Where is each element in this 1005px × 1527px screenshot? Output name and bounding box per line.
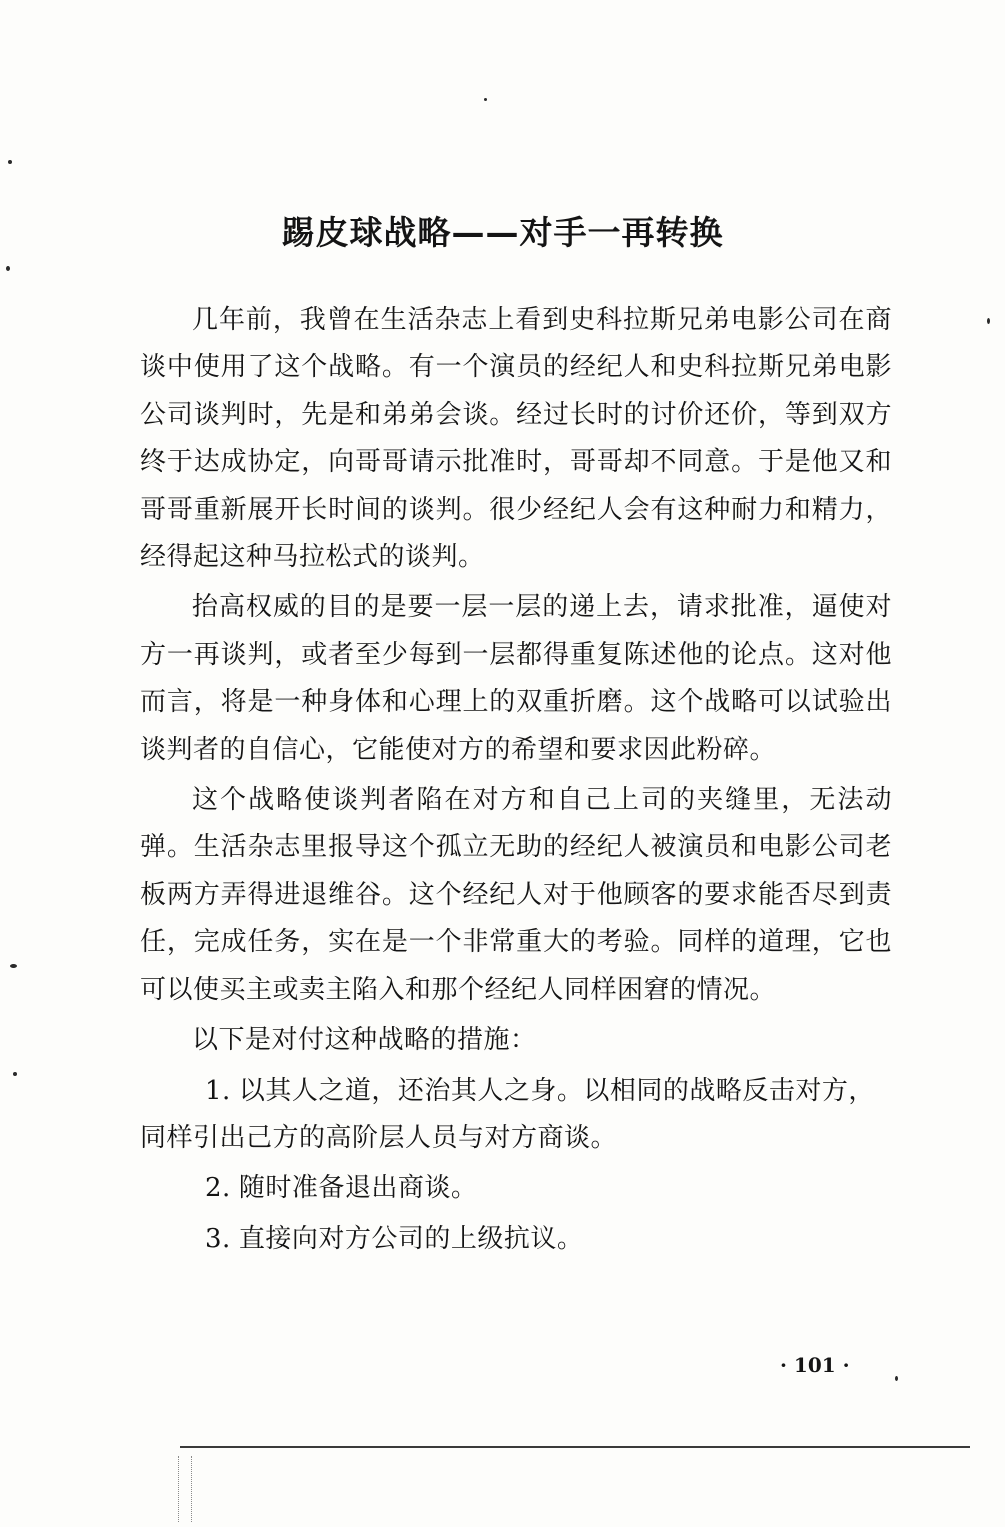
scan-speck (10, 964, 17, 968)
paragraph-2: 抬高权威的目的是要一层一层的递上去，请求批准，逼使对方一再谈判，或者至少每到一层都得重复陈述他的论点。这对他而言，将是一种身体和心理上的双重折磨。这个战略可以试验出谈判者的自信心，它能使对方的希望和要求因此粉碎。 (140, 592, 892, 765)
list-item (140, 1068, 892, 1163)
paragraph-1: 几年前，我曾在生活杂志上看到史科拉斯兄弟电影公司在商谈中使用了这个战略。有一个演员的经纪人和史科拉斯兄弟电影公司谈判时，先是和弟弟会谈。经过长时的讨价还价，等到双方终于达成协定，向哥哥请示批准时，哥哥却不同意。于是他又和哥哥重新展开长时间的谈判。很少经纪人会有这种耐力和精力，经得起这种马拉松式的谈判。 (140, 305, 892, 573)
scan-speck (8, 160, 12, 164)
scan-speck (987, 318, 990, 324)
list-item-number: 1. (205, 1075, 231, 1106)
list-item-number: 2. (205, 1173, 231, 1204)
bottom-rule (180, 1446, 970, 1448)
chapter-title: 踢皮球战略——对手一再转换 (281, 213, 724, 252)
countermeasures-list (140, 1068, 892, 1264)
page-body (140, 297, 892, 1266)
scan-speck (13, 1072, 17, 1076)
list-item-number: 3. (205, 1223, 231, 1254)
scan-speck (895, 1376, 898, 1381)
scan-speck (6, 266, 10, 271)
page-number: · 101 · (780, 1353, 850, 1377)
scan-speck (484, 98, 487, 101)
list-item-text: 直接向对方公司的上级抗议。 (238, 1223, 584, 1254)
list-item-text: 以其人之道，还治其人之身。以相同的战略反击对方，同样引出己方的高阶层人员与对方商谈。 (140, 1075, 875, 1153)
binding-mark (178, 1456, 192, 1522)
paragraph-3: 这个战略使谈判者陷在对方和自己上司的夹缝里，无法动弹。生活杂志里报导这个孤立无助的经纪人被演员和电影公司老板两方弄得进退维谷。这个经纪人对于他顾客的要求能否尽到责任，完成任务，实在是一个非常重大的考验。同样的道理，它也可以使买主或卖主陷入和那个经纪人同样困窘的情况。 (140, 785, 892, 1005)
countermeasures-intro: 以下是对付这种战略的措施： (192, 1025, 537, 1056)
list-item (140, 1165, 892, 1212)
list-item-text: 随时准备退出商谈。 (238, 1173, 478, 1204)
list-item (140, 1216, 892, 1263)
